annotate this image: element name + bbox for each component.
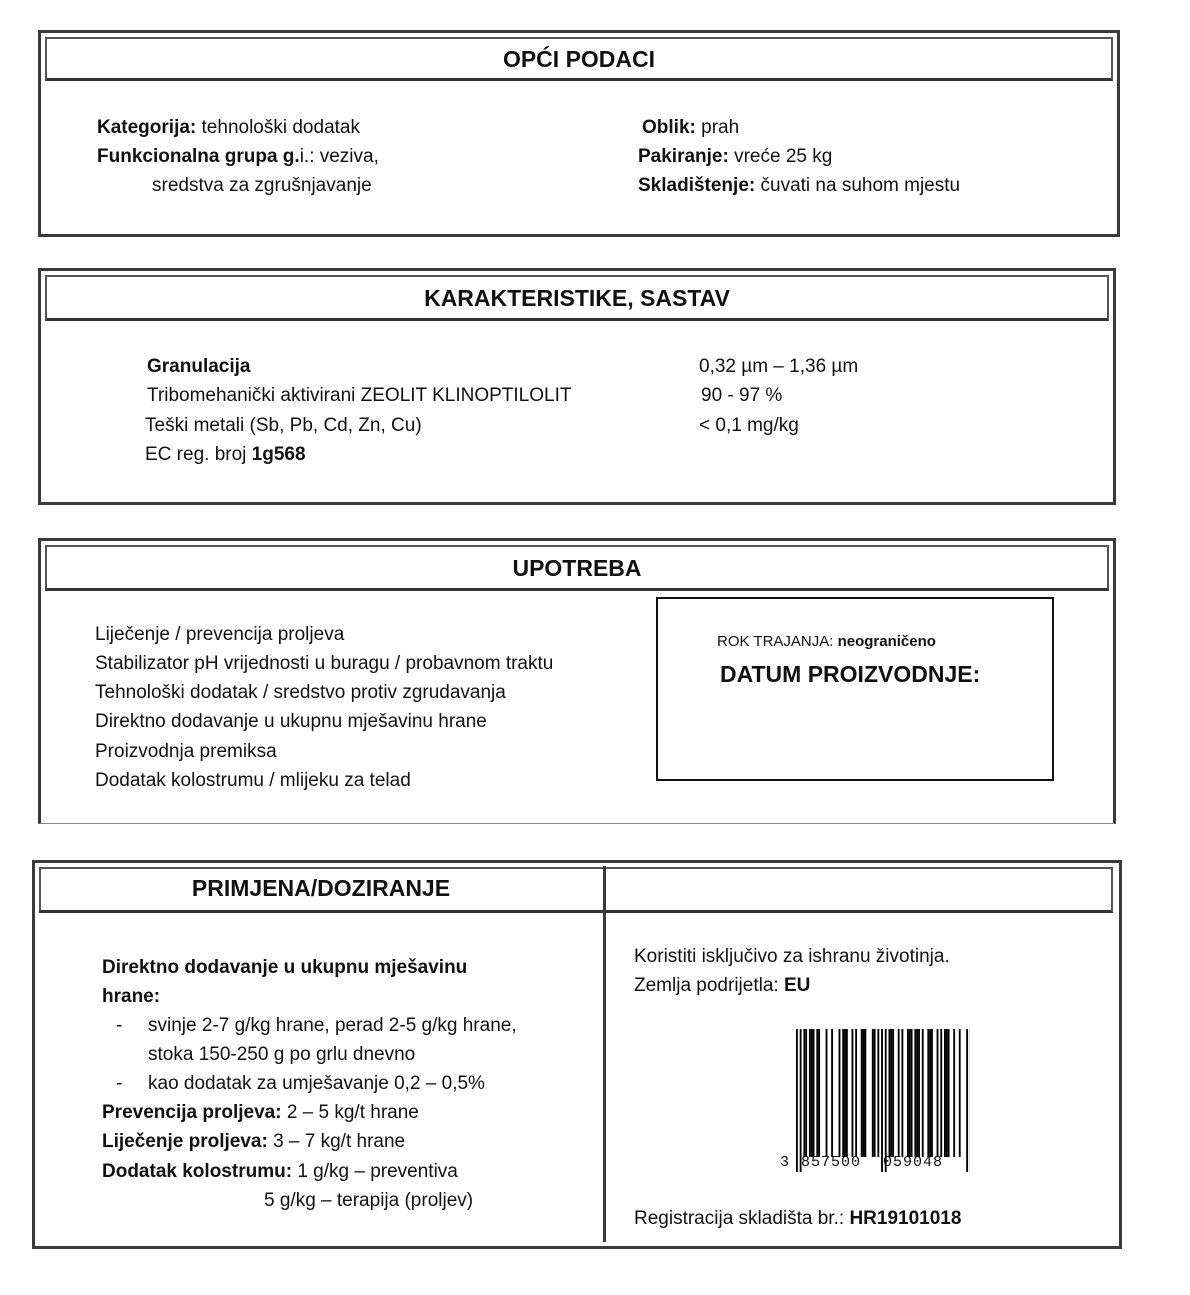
bullet-cattle-dose: stoka 150-250 g po grlu dnevno [148,1044,416,1065]
general-data-header: OPĆI PODACI [45,37,1113,81]
animal-use-note: Koristiti isključivo za ishranu životinja. [634,946,950,967]
heavy-metals-label: Teški metali (Sb, Pb, Cd, Zn, Cu) [145,415,422,436]
granulation-value: 0,32 µm – 1,36 µm [699,356,859,377]
barcode-bar [844,1029,846,1157]
granulation-label: Granulacija [147,356,251,377]
barcode-bar [898,1029,900,1157]
barcode-bar [892,1029,894,1157]
barcode-bar [909,1029,911,1157]
barcode-bar [944,1029,946,1157]
barcode-bar [864,1029,866,1157]
barcode-bar [816,1029,818,1157]
barcode-bar [877,1029,879,1157]
direct-addition-title-2: hrane: [102,986,161,1007]
origin-line [634,971,810,1000]
barcode-bar [796,1029,798,1172]
barcode-bar [959,1029,961,1157]
barcode-bar [852,1029,854,1157]
dosage-header: PRIMJENA/DOZIRANJE [39,867,603,913]
barcode-bar [881,1029,883,1172]
zeolite-label: Tribomehanički aktivirani ZEOLIT KLINOPTILOLIT [147,385,572,406]
shelf-life-value: neograničeno [837,633,936,650]
characteristics-header: KARAKTERISTIKE, SASTAV [45,275,1109,321]
warehouse-registration-label: Registracija skladišta br.: [634,1208,845,1229]
packaging-line [638,142,832,171]
category-line [97,113,360,142]
barcode-bar [953,1029,955,1157]
barcode-bar [831,1029,833,1157]
warehouse-registration-value: HR19101018 [849,1208,962,1229]
prevention-line [102,1098,419,1127]
ec-reg-label: EC reg. broj [145,444,247,465]
origin-label: Zemlja podrijetla: [634,975,779,996]
prevention-value: 2 – 5 kg/t hrane [286,1102,419,1123]
ec-reg-value: 1g568 [251,444,306,465]
bullet-mixing: kao dodatak za umješavanje 0,2 – 0,5% [148,1073,485,1094]
barcode-bar [889,1029,891,1157]
origin-value: EU [783,975,811,996]
barcode-bar [966,1029,968,1172]
barcode-bar [863,1029,865,1157]
barcode-bar [885,1029,887,1172]
usage-header: UPOTREBA [45,545,1109,591]
functional-group-label: Funkcionalna grupa g. [97,146,300,167]
barcode-bar [937,1029,939,1157]
colostrum-label: Dodatak kolostrumu: [102,1161,293,1182]
colostrum-therapy: 5 g/kg – terapija (proljev) [264,1190,474,1211]
storage-value: čuvati na suhom mjestu [760,175,961,196]
barcode-bar [872,1029,874,1157]
usage-item: Liječenje / prevencija proljeva [95,624,345,645]
usage-item: Stabilizator pH vrijednosti u buragu / probavnom traktu [95,653,554,674]
usage-item: Dodatak kolostrumu / mlijeku za telad [95,770,411,791]
treatment-label: Liječenje proljeva: [102,1131,268,1152]
form-label: Oblik: [642,117,696,138]
barcode-first-digit: 3 [780,1154,790,1171]
heavy-metals-value: < 0,1 mg/kg [699,415,799,436]
barcode-bar [809,1029,811,1157]
functional-group-value: sredstva za zgrušnjavanje [152,175,372,196]
barcode-bar [800,1029,802,1172]
barcode-bar [813,1029,815,1157]
barcode-bar [931,1029,933,1157]
treatment-line [102,1127,405,1156]
packaging-value: vreće 25 kg [734,146,833,167]
production-date-label: DATUM PROIZVODNJE: [720,661,981,687]
category-value: tehnološki dodatak [201,117,360,138]
barcode-bar [846,1029,848,1157]
usage-item: Proizvodnja premiksa [95,741,277,762]
zeolite-value: 90 - 97 % [701,385,783,406]
usage-item: Direktno dodavanje u ukupnu mješavinu hrane [95,711,487,732]
direct-addition-title: Direktno dodavanje u ukupnu mješavinu [102,957,468,978]
barcode-bar [927,1029,929,1157]
barcode-bar [855,1029,857,1157]
barcode-bar [811,1029,813,1157]
category-label: Kategorija: [97,117,197,138]
barcode-bar [948,1029,950,1157]
bullet-dash: - [116,1073,123,1094]
barcode-bar [826,1029,828,1157]
barcode-bar [805,1029,807,1157]
storage-label: Skladištenje: [638,175,756,196]
barcode-bar [940,1029,942,1157]
shelf-life-label: ROK TRAJANJA: [717,633,834,650]
barcode-bar [911,1029,913,1157]
dosage-column-divider [603,866,606,1242]
prevention-label: Prevencija proljeva: [102,1102,282,1123]
barcode-bar [890,1029,892,1157]
functional-group-line [97,142,379,171]
packaging-label: Pakiranje: [638,146,729,167]
barcode-bar [818,1029,820,1157]
barcode-left-digits: 857500 [801,1154,862,1171]
ec-reg-line [145,440,306,469]
barcode-bar [918,1029,920,1157]
colostrum-value: 1 g/kg – preventiva [297,1161,458,1182]
barcode-bar [946,1029,948,1157]
usage-item: Tehnološki dodatak / sredstvo protiv zgrudavanja [95,682,506,703]
storage-line [638,171,960,200]
barcode-bar [907,1029,909,1157]
barcode-bar [874,1029,876,1157]
colostrum-line [102,1157,458,1186]
barcode-bar [929,1029,931,1157]
treatment-value: 3 – 7 kg/t hrane [273,1131,406,1152]
barcode-right-digits: 059048 [883,1154,944,1171]
barcode-bar [861,1029,863,1157]
barcode-bar [914,1029,916,1157]
warehouse-registration-line [634,1204,961,1233]
form-line [642,113,739,142]
barcode-bar [916,1029,918,1157]
barcode-bar [901,1029,903,1157]
bullet-species-doses: svinje 2-7 g/kg hrane, perad 2-5 g/kg hrane, [148,1015,517,1036]
barcode-bar [922,1029,924,1157]
bullet-dash: - [116,1015,123,1036]
barcode [780,1026,970,1176]
shelf-life-line [717,627,936,656]
barcode-bar [842,1029,844,1157]
barcode-bar [803,1029,805,1157]
functional-group-label-suffix: i.: veziva, [299,146,379,167]
barcode-bar [839,1029,841,1157]
form-value: prah [701,117,740,138]
